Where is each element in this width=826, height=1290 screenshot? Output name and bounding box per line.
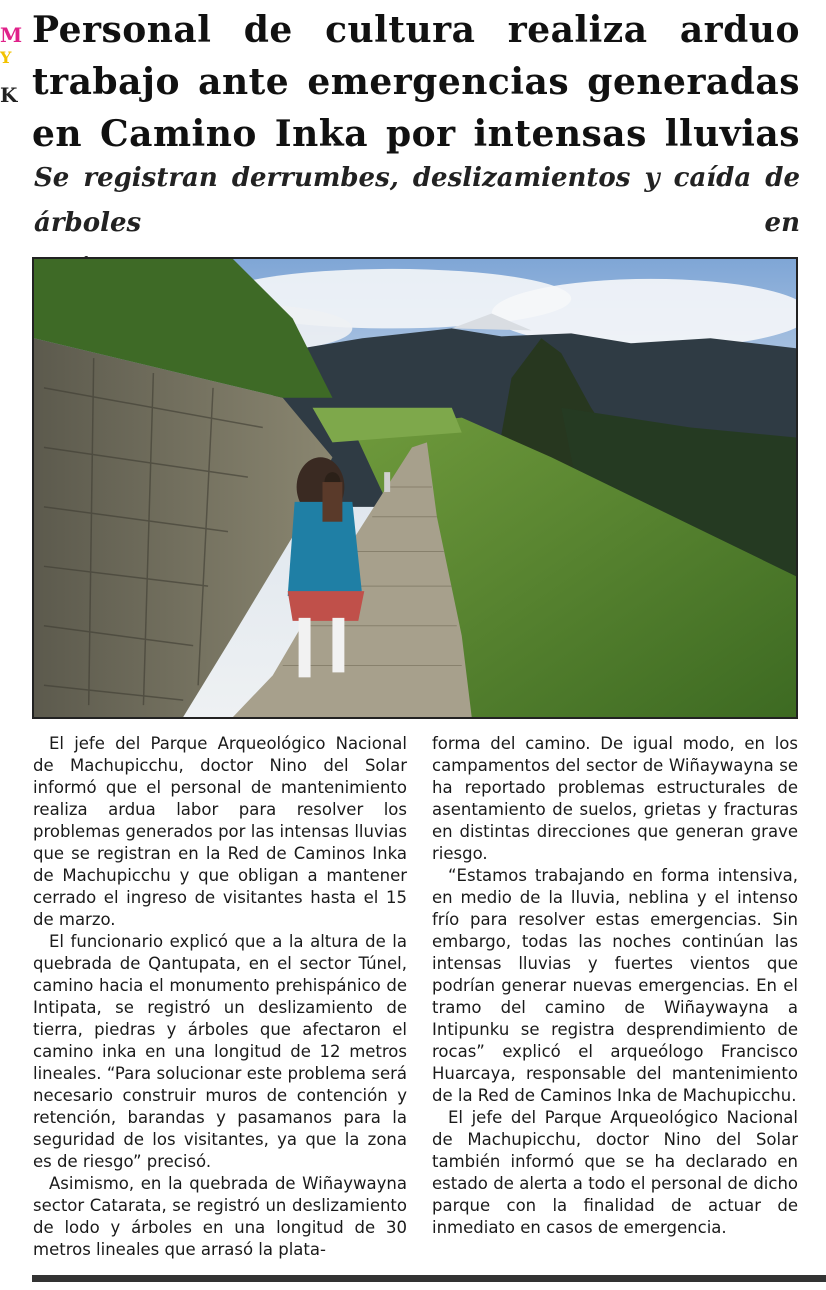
article-paragraph: El funcionario explicó que a la altura de la quebrada de Qantupata, en el sector Túnel, camino hacia el monumento prehispánico de Intipata, se registró un deslizamiento de tierra, piedras y árboles que afectaron el camino inka en una longitud de 12 metros lineales. “Para solucionar este problema será necesario construir muros de contención y retención, barandas y pasamanos para la seguridad de los visitantes, ya que la zona es de riesgo” precisó. (33, 932, 407, 1171)
headline-line: trabajo ante emergencias generadas (32, 61, 800, 103)
yellow-registration-mark: Y (0, 48, 12, 67)
article-headline (32, 4, 800, 160)
article-column-left (33, 733, 407, 1261)
article-paragraph: “Estamos trabajando en forma intensiva, en medio de la lluvia, neblina y el intenso frío para resolver estas emergencias. Sin embargo, todas las noches continúan las intensas lluvias y fuertes vientos que podrían generar nuevas emergencias. En el tramo del camino de Wiñaywayna a Intipunku se registra desprendimiento de rocas” explicó el arqueólogo Francisco Huarcaya, responsable del mantenimiento de la Red de Caminos Inka de Machupicchu. (432, 866, 798, 1105)
article-column-right (432, 733, 798, 1239)
inca-trail-photo-illustration (34, 259, 796, 717)
article-paragraph: El jefe del Parque Arqueológico Nacional de Machupicchu, doctor Nino del Solar también informó que se ha declarado en estado de alerta a todo el personal de dicho parque con la finalidad de actuar de inmediato en casos de emergencia. (432, 1108, 798, 1237)
black-registration-mark: K (0, 83, 18, 107)
headline-line: en Camino Inka por intensas lluvias (32, 113, 800, 155)
article-paragraph: Asimismo, en la quebrada de Wiñaywayna sector Catarata, se registró un deslizamiento de lodo y árboles en una longitud de 30 metros lineales que arrasó la plata- (33, 1174, 407, 1259)
magenta-registration-mark: M (0, 23, 23, 47)
headline-line: Personal de cultura realiza arduo (32, 9, 800, 51)
subhead-line: Se registran derrumbes, deslizamientos y caída de árboles en (34, 163, 800, 238)
article-paragraph: forma del camino. De igual modo, en los campamentos del sector de Wiñaywayna se ha reportado problemas estructurales de asentamiento de suelos, grietas y fracturas en distintas direcciones que generan grave riesgo. (432, 734, 798, 863)
footer-rule (32, 1275, 826, 1282)
article-photo (32, 257, 798, 719)
article-paragraph: El jefe del Parque Arqueológico Nacional de Machupicchu, doctor Nino del Solar informó que el personal de mantenimiento realiza ardua labor para resolver los problemas generados por las intensas lluvias que se registran en la Red de Caminos Inka de Machupicchu y que obligan a mantener cerrado el ingreso de visitantes hasta el 15 de marzo. (33, 734, 407, 929)
